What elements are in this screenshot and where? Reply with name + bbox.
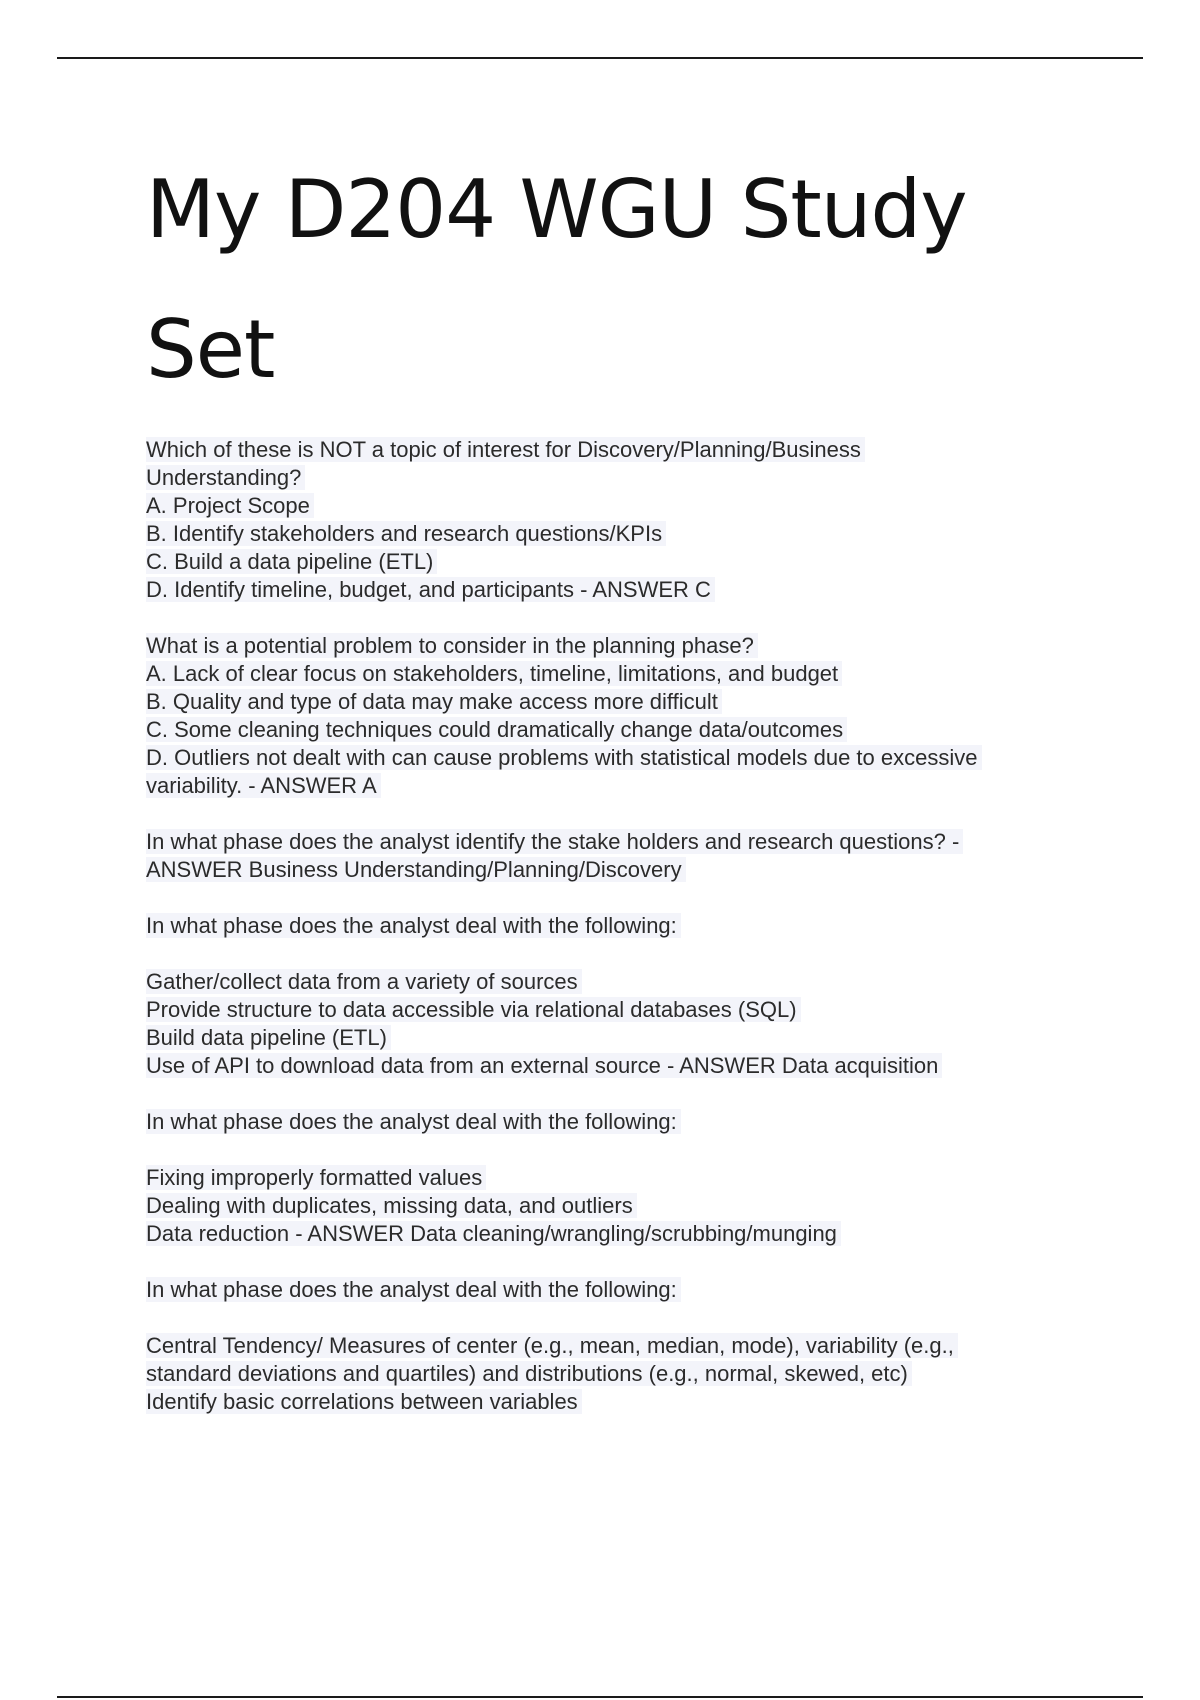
question-block-4 (146, 912, 1076, 940)
text-line: ANSWER Business Understanding/Planning/Discovery (146, 856, 1076, 884)
text-line: Use of API to download data from an external source - ANSWER Data acquisition (146, 1052, 1076, 1080)
question-block-9 (146, 1332, 1076, 1416)
text-line: Fixing improperly formatted values (146, 1164, 1076, 1192)
text-line: A. Lack of clear focus on stakeholders, timeline, limitations, and budget (146, 660, 1076, 688)
text-line: What is a potential problem to consider in the planning phase? (146, 632, 1076, 660)
text-line: variability. - ANSWER A (146, 772, 1076, 800)
text-line: In what phase does the analyst deal with the following: (146, 912, 1076, 940)
text-line: Identify basic correlations between variables (146, 1388, 1076, 1416)
text-line: B. Quality and type of data may make access more difficult (146, 688, 1076, 716)
text-line: Central Tendency/ Measures of center (e.g., mean, median, mode), variability (e.g., (146, 1332, 1076, 1360)
question-block-7 (146, 1164, 1076, 1248)
text-line: Data reduction - ANSWER Data cleaning/wrangling/scrubbing/munging (146, 1220, 1076, 1248)
text-line: A. Project Scope (146, 492, 1076, 520)
question-block-3 (146, 828, 1076, 884)
document-title: My D204 WGU Study Set (146, 163, 967, 396)
question-block-5 (146, 968, 1076, 1080)
text-line: C. Some cleaning techniques could dramatically change data/outcomes (146, 716, 1076, 744)
text-line: Understanding? (146, 464, 1076, 492)
study-set-content (146, 436, 1076, 1444)
text-line: D. Outliers not dealt with can cause problems with statistical models due to excessive (146, 744, 1076, 772)
text-line: Gather/collect data from a variety of sources (146, 968, 1076, 996)
text-line: Build data pipeline (ETL) (146, 1024, 1076, 1052)
question-block-2 (146, 632, 1076, 800)
question-block-8 (146, 1276, 1076, 1304)
text-line: C. Build a data pipeline (ETL) (146, 548, 1076, 576)
question-block-1 (146, 436, 1076, 604)
text-line: Which of these is NOT a topic of interest for Discovery/Planning/Business (146, 436, 1076, 464)
text-line: In what phase does the analyst identify the stake holders and research questions? - (146, 828, 1076, 856)
text-line: In what phase does the analyst deal with the following: (146, 1276, 1076, 1304)
question-block-6 (146, 1108, 1076, 1136)
text-line: Provide structure to data accessible via relational databases (SQL) (146, 996, 1076, 1024)
text-line: Dealing with duplicates, missing data, and outliers (146, 1192, 1076, 1220)
header-rule (57, 57, 1143, 59)
footer-rule (57, 1696, 1143, 1698)
text-line: In what phase does the analyst deal with the following: (146, 1108, 1076, 1136)
text-line: standard deviations and quartiles) and distributions (e.g., normal, skewed, etc) (146, 1360, 1076, 1388)
text-line: B. Identify stakeholders and research questions/KPIs (146, 520, 1076, 548)
text-line: D. Identify timeline, budget, and participants - ANSWER C (146, 576, 1076, 604)
